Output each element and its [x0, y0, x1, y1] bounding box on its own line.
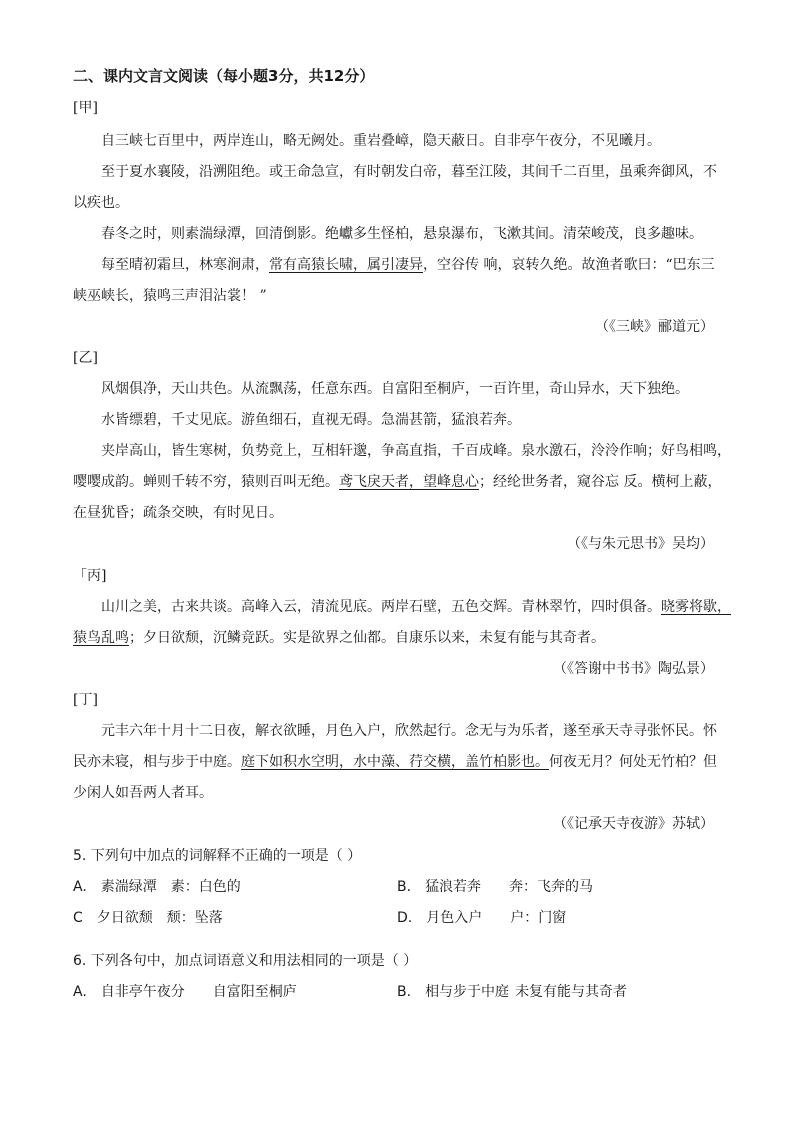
- section-title: 二、课内文言文阅读（每小题3分，共12分）: [73, 67, 375, 85]
- passage-label-bing: 「丙]: [73, 568, 107, 584]
- passage-line: [73, 628, 605, 648]
- option-letter: C: [73, 910, 83, 926]
- passage-line: [101, 255, 715, 275]
- passage-line: [73, 472, 721, 492]
- text-segment: 民亦未寝，相与步于中庭。: [73, 754, 241, 770]
- option-gloss: 颓：坠落: [166, 910, 223, 926]
- question-5-option-b[interactable]: [397, 877, 593, 897]
- passage-label-ding: [丁]: [73, 692, 98, 708]
- passage-line: 水皆缥碧，千丈见底。游鱼细石，直视无碍。急湍甚箭，猛浪若奔。: [101, 412, 521, 428]
- option-phrase: 素湍绿潭: [100, 879, 157, 895]
- option-phrase: 相与步于中庭: [425, 984, 510, 1000]
- passage-line: [101, 597, 731, 617]
- passage-label-yi: [乙]: [73, 350, 98, 366]
- question-5-option-a[interactable]: [73, 877, 241, 897]
- passage-line: [73, 752, 717, 772]
- text-segment: 山川之美，古来共谈。高峰入云，清流见底。两岸石壁，五色交辉。青林翠竹，四时俱备。: [101, 599, 661, 615]
- text-segment: ，空谷传 响，哀转久绝。故渔者歌曰：“巴东三: [423, 257, 715, 273]
- option-gloss: 未复有能与其奇者: [515, 984, 628, 1000]
- underlined-phrase: 鸢飞戾天者，望峰息心: [339, 474, 479, 490]
- question-6-option-b[interactable]: [397, 982, 627, 1002]
- underlined-phrase: 猿鸟乱鸣: [73, 630, 129, 646]
- passage-line: 元丰六年十月十二日夜，解衣欲睡，月色入户，欣然起行。念无与为乐者，遂至承天寺寻张怀民。怀: [101, 723, 717, 739]
- option-gloss: 素：白色的: [170, 879, 241, 895]
- option-phrase: 自非亭午夜分: [100, 984, 185, 1000]
- option-phrase: 月色入户: [426, 910, 483, 926]
- passage-line: 少闲人如吾两人者耳。: [73, 785, 213, 801]
- passage-line: 夹岸高山，皆生寒树，负势竞上，互相轩邈，争高直指，千百成峰。泉水激石，泠泠作响；好鸟相鸣，: [101, 443, 731, 459]
- underlined-phrase: 常有高猿长啸，属引凄异: [269, 257, 423, 273]
- option-letter: D.: [397, 910, 413, 926]
- option-letter: A.: [73, 984, 87, 1000]
- question-6-option-a[interactable]: [73, 982, 297, 1002]
- underlined-phrase: 晓雾将歇，: [661, 599, 731, 615]
- option-gloss: 奔：飞奔的马: [509, 879, 594, 895]
- passage-line: 自三峡七百里中，两岸连山，略无阙处。重岩叠嶂，隐天蔽日。自非亭午夜分，不见曦月。: [101, 133, 661, 149]
- question-5-stem: 5. 下列句中加点的词解释不正确的一项是（ ）: [73, 848, 362, 864]
- passage-label-jia: [甲]: [73, 100, 98, 116]
- passage-source: （《三峡》郦道元）: [595, 319, 714, 335]
- text-segment: 何夜无月？何处无竹柏？但: [549, 754, 717, 770]
- passage-line: 以疾也。: [73, 195, 129, 211]
- text-segment: 每至晴初霜旦，林寒涧肃，: [101, 257, 269, 273]
- option-letter: A.: [73, 879, 87, 895]
- option-letter: B.: [397, 984, 412, 1000]
- question-5-option-c[interactable]: [73, 908, 223, 928]
- question-5-option-d[interactable]: [397, 908, 566, 928]
- option-letter: B.: [397, 879, 412, 895]
- text-segment: 嘤嘤成韵。蝉则千转不穷，猿则百叫无绝。: [73, 474, 339, 490]
- passage-source: （《记承天寺夜游》苏轼）: [553, 816, 714, 832]
- passage-line: 至于夏水襄陵，沿溯阻绝。或王命急宣，有时朝发白帝，暮至江陵，其间千二百里，虽乘奔御风，不: [101, 164, 717, 180]
- underlined-phrase: 庭下如积水空明，水中藻、荇交横，盖竹柏影也。: [241, 754, 549, 770]
- passage-line: 在昼犹昏；疏条交映，有时见日。: [73, 505, 283, 521]
- passage-source: （《答谢中书书》陶弘景）: [553, 661, 714, 677]
- text-segment: ；夕日欲颓，沉鳞竞跃。实是欲界之仙都。自康乐以来，未复有能与其奇者。: [129, 630, 605, 646]
- question-6-stem: 6. 下列各句中，加点词语意义和用法相同的一项是（ ）: [73, 953, 418, 969]
- option-gloss: 户：门窗: [510, 910, 567, 926]
- passage-line: 峡巫峡长，猿鸣三声泪沾裳！ ”: [73, 288, 267, 304]
- option-gloss: 自富阳至桐庐: [212, 984, 297, 1000]
- passage-line: 春冬之时，则素湍绿潭，回清倒影。绝巘多生怪柏，悬泉瀑布，飞漱其间。清荣峻茂，良多趣味。: [101, 226, 703, 242]
- passage-source: （《与朱元思书》吴均）: [567, 536, 714, 552]
- option-phrase: 夕日欲颓: [96, 910, 153, 926]
- passage-line: 风烟俱净，天山共色。从流飘荡，任意东西。自富阳至桐庐，一百许里，奇山异水，天下独绝。: [101, 381, 689, 397]
- text-segment: ；经纶世务者，窥谷忘 反。横柯上蔽，: [479, 474, 722, 490]
- option-phrase: 猛浪若奔: [425, 879, 482, 895]
